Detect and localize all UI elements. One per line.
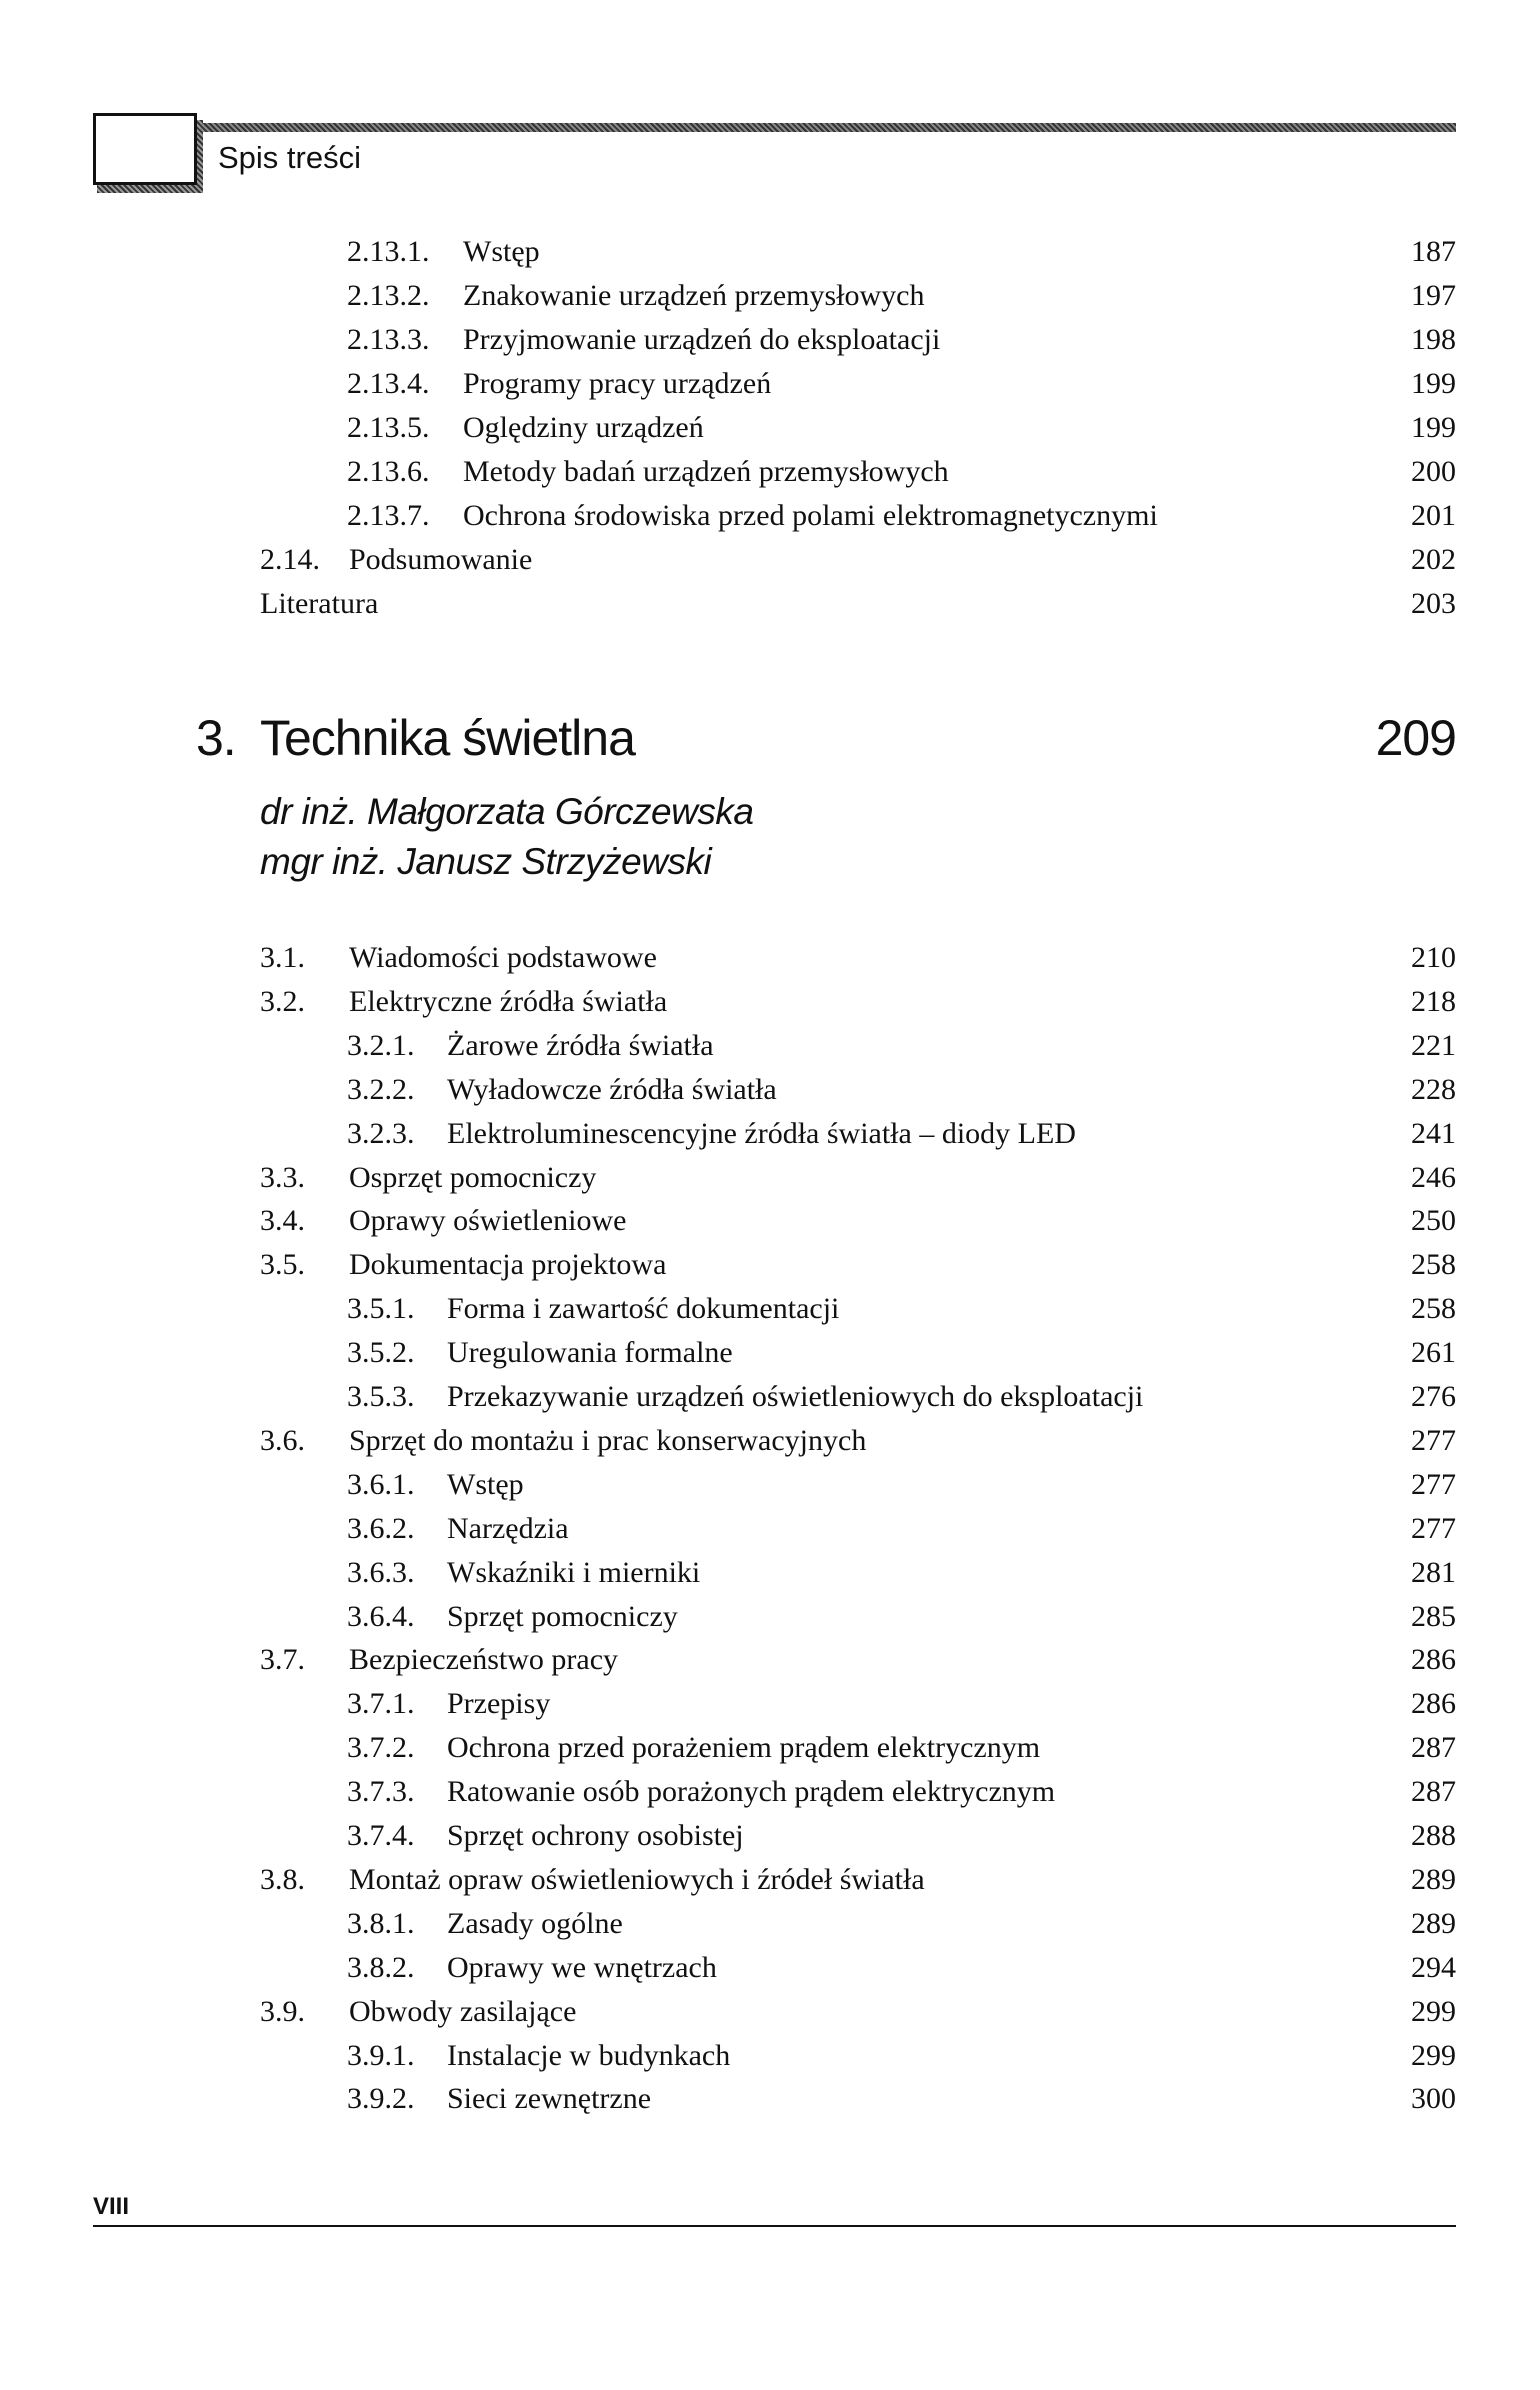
toc-entry-title: Oględziny urządzeń xyxy=(463,411,704,444)
chapter-page: 209 xyxy=(1375,710,1456,766)
toc-entry[interactable] xyxy=(0,1948,1540,1988)
toc-entry-page: 286 xyxy=(1411,1687,1456,1721)
toc-entry[interactable] xyxy=(0,1728,1540,1768)
toc-entry-title: Żarowe źródła światła xyxy=(447,1028,714,1062)
toc-entry-page: 218 xyxy=(1411,984,1456,1018)
toc-entry[interactable] xyxy=(0,938,1540,978)
toc-entry-number: 3.5.3. xyxy=(347,1380,415,1413)
toc-entry-number: 3.7.3. xyxy=(347,1775,415,1809)
toc-entry[interactable] xyxy=(0,408,1540,448)
toc-entry-number: 3.9.1. xyxy=(347,2038,415,2072)
toc-entry-number: 3.7.2. xyxy=(347,1731,415,1765)
toc-entry-page: 187 xyxy=(1411,235,1456,268)
toc-entry-number: 3.7.4. xyxy=(347,1819,415,1852)
toc-entry[interactable] xyxy=(0,1860,1540,1900)
toc-entry-number: 2.13.5. xyxy=(347,411,430,444)
toc-entry-number: 3.6.1. xyxy=(347,1467,415,1501)
toc-entry-number: 3.7. xyxy=(260,1643,305,1677)
toc-entry[interactable] xyxy=(0,1289,1540,1329)
toc-entry[interactable] xyxy=(0,1245,1540,1285)
toc-entry-page: 288 xyxy=(1411,1819,1456,1852)
running-header-title: Spis treści xyxy=(218,140,361,175)
toc-entry-number: 3.8.2. xyxy=(347,1950,415,1984)
toc-entry[interactable] xyxy=(0,1158,1540,1198)
toc-entry-title: Zasady ogólne xyxy=(447,1906,623,1940)
toc-entry-title: Obwody zasilające xyxy=(349,1994,577,2028)
toc-entry-page: 289 xyxy=(1411,1862,1456,1896)
toc-entry-title: Ratowanie osób porażonych prądem elektrycznym xyxy=(447,1775,1056,1809)
toc-entry-page: 261 xyxy=(1411,1336,1456,1370)
toc-entry-title: Metody badań urządzeń przemysłowych xyxy=(463,455,949,488)
toc-entry-title: Instalacje w budynkach xyxy=(447,2038,731,2072)
toc-entry-title: Znakowanie urządzeń przemysłowych xyxy=(463,279,925,312)
toc-entry-page: 199 xyxy=(1411,367,1456,400)
toc-entry[interactable] xyxy=(0,1684,1540,1724)
toc-entry-page: 287 xyxy=(1411,1775,1456,1809)
toc-entry-page: 277 xyxy=(1411,1511,1456,1545)
toc-entry-number: 3.5. xyxy=(260,1248,305,1282)
toc-entry-page: 286 xyxy=(1411,1643,1456,1677)
toc-entry-page: 300 xyxy=(1411,2082,1456,2116)
toc-entry-number: 3.9.2. xyxy=(347,2082,415,2116)
toc-entry[interactable] xyxy=(0,982,1540,1022)
toc-entry-page: 210 xyxy=(1411,941,1456,974)
toc-entry-title: Podsumowanie xyxy=(349,543,533,576)
toc-entry-number: 2.14. xyxy=(260,543,320,576)
toc-entry-page: 258 xyxy=(1411,1248,1456,1282)
toc-entry-number: 2.13.1. xyxy=(347,235,430,268)
toc-entry[interactable] xyxy=(0,1114,1540,1154)
toc-entry[interactable] xyxy=(0,1772,1540,1812)
toc-entry[interactable] xyxy=(0,584,1540,624)
toc-entry-title: Wstęp xyxy=(447,1467,524,1501)
toc-entry-number: 3.6. xyxy=(260,1423,305,1457)
toc-entry-title: Wyładowcze źródła światła xyxy=(447,1072,777,1106)
toc-entry-title: Literatura xyxy=(260,587,379,620)
toc-entry-page: 202 xyxy=(1411,543,1456,576)
toc-entry[interactable] xyxy=(0,1553,1540,1593)
toc-entry-number: 3.2.1. xyxy=(347,1028,415,1062)
toc-entry-page: 299 xyxy=(1411,2038,1456,2072)
toc-entry-title: Sprzęt pomocniczy xyxy=(447,1599,678,1633)
toc-entry-page: 200 xyxy=(1411,455,1456,488)
toc-entry-number: 3.6.3. xyxy=(347,1555,415,1589)
toc-entry-number: 2.13.7. xyxy=(347,499,430,532)
toc-entry[interactable] xyxy=(0,452,1540,492)
toc-entry-page: 221 xyxy=(1411,1028,1456,1062)
toc-entry-title: Ochrona środowiska przed polami elektromagnetycznymi xyxy=(463,499,1158,532)
toc-entry-page: 197 xyxy=(1411,279,1456,312)
toc-entry[interactable] xyxy=(0,2036,1540,2076)
toc-entry-title: Przepisy xyxy=(447,1687,551,1721)
toc-entry-page: 241 xyxy=(1411,1116,1456,1150)
toc-entry[interactable] xyxy=(0,1070,1540,1110)
toc-entry[interactable] xyxy=(0,320,1540,360)
toc-entry-number: 2.13.3. xyxy=(347,323,430,356)
toc-entry-number: 3.2. xyxy=(260,984,305,1018)
toc-entry-page: 299 xyxy=(1411,1994,1456,2028)
page-number: VIII xyxy=(93,2193,130,2220)
toc-entry-page: 228 xyxy=(1411,1072,1456,1106)
toc-entry[interactable] xyxy=(0,1201,1540,1241)
toc-entry-title: Przyjmowanie urządzeń do eksploatacji xyxy=(463,323,941,356)
toc-entry[interactable] xyxy=(0,1816,1540,1856)
toc-entry[interactable] xyxy=(0,1904,1540,1944)
toc-entry-page: 258 xyxy=(1411,1292,1456,1326)
header-rule xyxy=(200,123,1456,132)
toc-entry[interactable] xyxy=(0,540,1540,580)
chapter-author: dr inż. Małgorzata Górczewska xyxy=(260,791,754,832)
toc-entry-title: Dokumentacja projektowa xyxy=(349,1248,667,1282)
toc-entry-title: Ochrona przed porażeniem prądem elektrycznym xyxy=(447,1731,1041,1765)
toc-entry-title: Programy pracy urządzeń xyxy=(463,367,772,400)
toc-entry-title: Elektroluminescencyjne źródła światła – diody LED xyxy=(447,1116,1076,1150)
toc-entry-title: Montaż opraw oświetleniowych i źródeł światła xyxy=(349,1862,925,1896)
toc-entry-title: Osprzęt pomocniczy xyxy=(349,1160,597,1194)
toc-entry-page: 199 xyxy=(1411,411,1456,444)
toc-entry-number: 3.3. xyxy=(260,1160,305,1194)
toc-entry-page: 285 xyxy=(1411,1599,1456,1633)
toc-entry-number: 3.4. xyxy=(260,1204,305,1238)
toc-entry-number: 3.7.1. xyxy=(347,1687,415,1721)
header-box xyxy=(93,113,197,185)
toc-entry-title: Wskaźniki i mierniki xyxy=(447,1555,701,1589)
toc-entry[interactable] xyxy=(0,364,1540,404)
toc-entry-number: 3.1. xyxy=(260,941,305,974)
toc-entry-page: 281 xyxy=(1411,1555,1456,1589)
chapter-title[interactable]: Technika świetlna xyxy=(260,710,635,766)
toc-entry-page: 289 xyxy=(1411,1906,1456,1940)
toc-entry[interactable] xyxy=(0,1640,1540,1680)
toc-entry[interactable] xyxy=(0,1597,1540,1637)
toc-entry[interactable] xyxy=(0,1377,1540,1417)
toc-entry-number: 3.8. xyxy=(260,1862,305,1896)
toc-entry-title: Forma i zawartość dokumentacji xyxy=(447,1292,840,1326)
toc-entry[interactable] xyxy=(0,1992,1540,2032)
toc-entry-page: 276 xyxy=(1411,1380,1456,1413)
toc-entry[interactable] xyxy=(0,1421,1540,1461)
toc-entry-page: 277 xyxy=(1411,1423,1456,1457)
toc-entry-title: Oprawy oświetleniowe xyxy=(349,1204,627,1238)
toc-entry-number: 3.5.1. xyxy=(347,1292,415,1326)
toc-entry-number: 3.2.3. xyxy=(347,1116,415,1150)
toc-entry-number: 2.13.2. xyxy=(347,279,430,312)
toc-entry-title: Oprawy we wnętrzach xyxy=(447,1950,717,1984)
chapter-number: 3. xyxy=(196,710,236,766)
toc-entry-title: Wstęp xyxy=(463,235,540,268)
chapter-author: mgr inż. Janusz Strzyżewski xyxy=(260,841,712,882)
toc-entry-title: Sieci zewnętrzne xyxy=(447,2082,652,2116)
toc-entry-title: Uregulowania formalne xyxy=(447,1336,733,1370)
toc-entry-page: 277 xyxy=(1411,1467,1456,1501)
toc-entry-number: 2.13.4. xyxy=(347,367,430,400)
toc-entry-title: Przekazywanie urządzeń oświetleniowych do eksploatacji xyxy=(447,1380,1144,1413)
toc-entry-number: 3.5.2. xyxy=(347,1336,415,1370)
toc-entry-number: 3.6.4. xyxy=(347,1599,415,1633)
toc-entry[interactable] xyxy=(0,276,1540,316)
toc-entry-title: Narzędzia xyxy=(447,1511,569,1545)
toc-entry[interactable] xyxy=(0,1465,1540,1505)
toc-entry-page: 198 xyxy=(1411,323,1456,356)
toc-entry[interactable] xyxy=(0,1509,1540,1549)
footer-rule xyxy=(93,2225,1456,2227)
toc-entry-number: 3.6.2. xyxy=(347,1511,415,1545)
toc-entry[interactable] xyxy=(0,2079,1540,2119)
toc-entry[interactable] xyxy=(0,496,1540,536)
toc-entry-number: 3.9. xyxy=(260,1994,305,2028)
toc-entry-page: 294 xyxy=(1411,1950,1456,1984)
toc-entry-title: Bezpieczeństwo pracy xyxy=(349,1643,619,1677)
toc-entry-title: Elektryczne źródła światła xyxy=(349,984,668,1018)
toc-entry-number: 2.13.6. xyxy=(347,455,430,488)
toc-entry[interactable] xyxy=(0,1026,1540,1066)
toc-entry-page: 250 xyxy=(1411,1204,1456,1238)
toc-entry-page: 203 xyxy=(1411,587,1456,620)
toc-entry-page: 201 xyxy=(1411,499,1456,532)
toc-entry-title: Wiadomości podstawowe xyxy=(349,941,657,974)
toc-entry-page: 287 xyxy=(1411,1731,1456,1765)
toc-entry-title: Sprzęt ochrony osobistej xyxy=(447,1819,744,1852)
toc-entry-title: Sprzęt do montażu i prac konserwacyjnych xyxy=(349,1423,867,1457)
toc-entry[interactable] xyxy=(0,1333,1540,1373)
toc-entry[interactable] xyxy=(0,232,1540,272)
toc-entry-page: 246 xyxy=(1411,1160,1456,1194)
toc-entry-number: 3.8.1. xyxy=(347,1906,415,1940)
toc-entry-number: 3.2.2. xyxy=(347,1072,415,1106)
